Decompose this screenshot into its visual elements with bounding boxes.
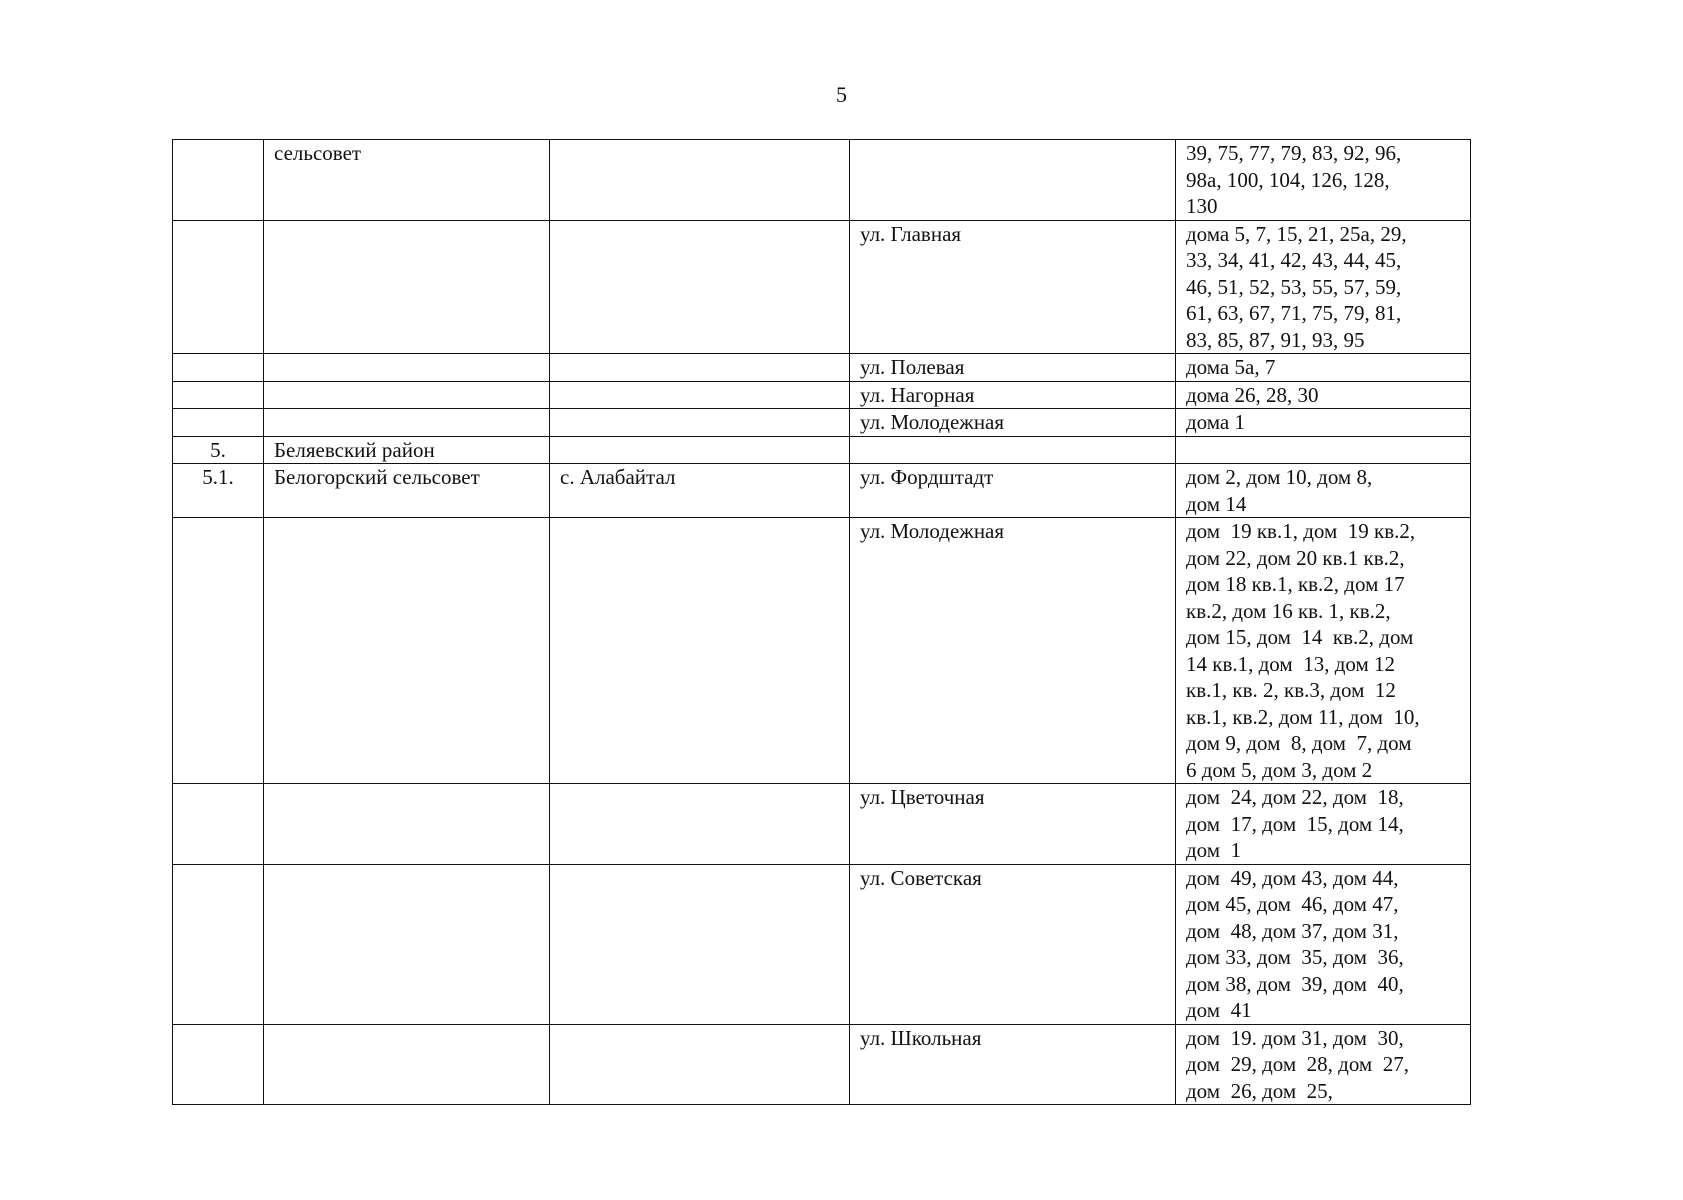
- cell-settlement: [550, 784, 850, 865]
- cell-municipality: Беляевский район: [264, 436, 550, 464]
- cell-settlement: [550, 381, 850, 409]
- cell-settlement: с. Алабайтал: [550, 464, 850, 518]
- houses-line: кв.1, кв.2, дом 11, дом 10,: [1186, 704, 1420, 729]
- houses-line: дом 9, дом 8, дом 7, дом: [1186, 731, 1412, 755]
- houses-line: дом 24, дом 22, дом 18,: [1186, 785, 1404, 809]
- cell-settlement: [550, 518, 850, 784]
- cell-street: ул. Молодежная: [850, 518, 1176, 784]
- houses-line: дом 45, дом 46, дом 47,: [1186, 892, 1399, 916]
- cell-street: [850, 436, 1176, 464]
- cell-street: [850, 140, 1176, 221]
- addresses-table: [172, 139, 1471, 1105]
- table-row: [173, 784, 1471, 865]
- cell-number: [173, 220, 264, 354]
- houses-line: дом 29, дом 28, дом 27,: [1186, 1052, 1409, 1076]
- cell-settlement: [550, 409, 850, 437]
- cell-street: ул. Школьная: [850, 1024, 1176, 1105]
- houses-line: дома 1: [1186, 410, 1246, 434]
- houses-line: дом 18 кв.1, кв.2, дом 17: [1186, 572, 1405, 596]
- table-row: [173, 381, 1471, 409]
- houses-line: 46, 51, 52, 53, 55, 57, 59,: [1186, 274, 1402, 299]
- cell-settlement: [550, 436, 850, 464]
- houses-line: 61, 63, 67, 71, 75, 79, 81,: [1186, 301, 1402, 325]
- houses-line: дом 41: [1186, 998, 1252, 1022]
- houses-line: дом 17, дом 15, дом 14,: [1186, 811, 1404, 836]
- cell-municipality: [264, 864, 550, 1024]
- cell-street: ул. Цветочная: [850, 784, 1176, 865]
- cell-street: ул. Фордштадт: [850, 464, 1176, 518]
- cell-number: [173, 1024, 264, 1105]
- cell-houses: [1176, 436, 1471, 464]
- table-row: [173, 220, 1471, 354]
- cell-number: [173, 354, 264, 382]
- houses-line: дом 22, дом 20 кв.1 кв.2,: [1186, 545, 1405, 570]
- houses-line: кв.1, кв. 2, кв.3, дом 12: [1186, 678, 1396, 702]
- houses-line: дома 26, 28, 30: [1186, 382, 1319, 407]
- houses-line: дом 33, дом 35, дом 36,: [1186, 945, 1404, 969]
- cell-settlement: [550, 140, 850, 221]
- cell-municipality: [264, 409, 550, 437]
- cell-number: 5.1.: [173, 464, 264, 518]
- cell-municipality: [264, 518, 550, 784]
- cell-street: ул. Полевая: [850, 354, 1176, 382]
- cell-number: [173, 381, 264, 409]
- cell-municipality: [264, 784, 550, 865]
- cell-settlement: [550, 354, 850, 382]
- houses-line: 6 дом 5, дом 3, дом 2: [1186, 757, 1373, 782]
- houses-line: дом 2, дом 10, дом 8,: [1186, 465, 1373, 489]
- houses-line: 39, 75, 77, 79, 83, 92, 96,: [1186, 141, 1402, 165]
- table-row: [173, 1024, 1471, 1105]
- houses-line: 83, 85, 87, 91, 93, 95: [1186, 327, 1365, 352]
- cell-street: ул. Главная: [850, 220, 1176, 354]
- cell-municipality: [264, 354, 550, 382]
- cell-number: 5.: [173, 436, 264, 464]
- cell-houses: [1176, 518, 1471, 784]
- table-row: [173, 518, 1471, 784]
- cell-municipality: [264, 381, 550, 409]
- cell-houses: [1176, 220, 1471, 354]
- houses-line: дом 38, дом 39, дом 40,: [1186, 971, 1404, 996]
- cell-houses: [1176, 1024, 1471, 1105]
- cell-houses: [1176, 140, 1471, 221]
- houses-line: 33, 34, 41, 42, 43, 44, 45,: [1186, 248, 1402, 272]
- houses-line: дома 5, 7, 15, 21, 25а, 29,: [1186, 221, 1407, 246]
- table-row: [173, 409, 1471, 437]
- houses-line: дом 15, дом 14 кв.2, дом: [1186, 625, 1414, 649]
- cell-number: [173, 784, 264, 865]
- table-row: [173, 864, 1471, 1024]
- houses-line: дом 49, дом 43, дом 44,: [1186, 865, 1399, 890]
- cell-number: [173, 518, 264, 784]
- cell-settlement: [550, 864, 850, 1024]
- cell-street: ул. Советская: [850, 864, 1176, 1024]
- cell-number: [173, 409, 264, 437]
- cell-street: ул. Молодежная: [850, 409, 1176, 437]
- table-body: [173, 140, 1471, 1105]
- cell-street: ул. Нагорная: [850, 381, 1176, 409]
- houses-line: 98а, 100, 104, 126, 128,: [1186, 167, 1390, 192]
- cell-houses: [1176, 464, 1471, 518]
- houses-line: дом 19 кв.1, дом 19 кв.2,: [1186, 519, 1416, 543]
- houses-line: дом 19. дом 31, дом 30,: [1186, 1025, 1404, 1050]
- houses-line: 14 кв.1, дом 13, дом 12: [1186, 651, 1396, 676]
- cell-municipality: Белогорский сельсовет: [264, 464, 550, 518]
- cell-settlement: [550, 220, 850, 354]
- houses-line: дом 1: [1186, 838, 1242, 862]
- cell-number: [173, 864, 264, 1024]
- cell-houses: [1176, 354, 1471, 382]
- cell-houses: [1176, 381, 1471, 409]
- houses-line: дом 26, дом 25,: [1186, 1078, 1333, 1103]
- cell-houses: [1176, 864, 1471, 1024]
- table-row: [173, 354, 1471, 382]
- houses-line: 130: [1186, 194, 1218, 218]
- table-row: [173, 140, 1471, 221]
- houses-line: дома 5а, 7: [1186, 355, 1276, 379]
- houses-line: дом 14: [1186, 491, 1247, 516]
- houses-line: [1186, 437, 1460, 464]
- cell-houses: [1176, 784, 1471, 865]
- cell-number: [173, 140, 264, 221]
- table-row: [173, 464, 1471, 518]
- cell-municipality: [264, 1024, 550, 1105]
- cell-settlement: [550, 1024, 850, 1105]
- cell-municipality: [264, 220, 550, 354]
- cell-municipality: сельсовет: [264, 140, 550, 221]
- table-row: [173, 436, 1471, 464]
- houses-line: кв.2, дом 16 кв. 1, кв.2,: [1186, 598, 1391, 623]
- cell-houses: [1176, 409, 1471, 437]
- page-number: 5: [836, 82, 847, 107]
- houses-line: дом 48, дом 37, дом 31,: [1186, 918, 1399, 943]
